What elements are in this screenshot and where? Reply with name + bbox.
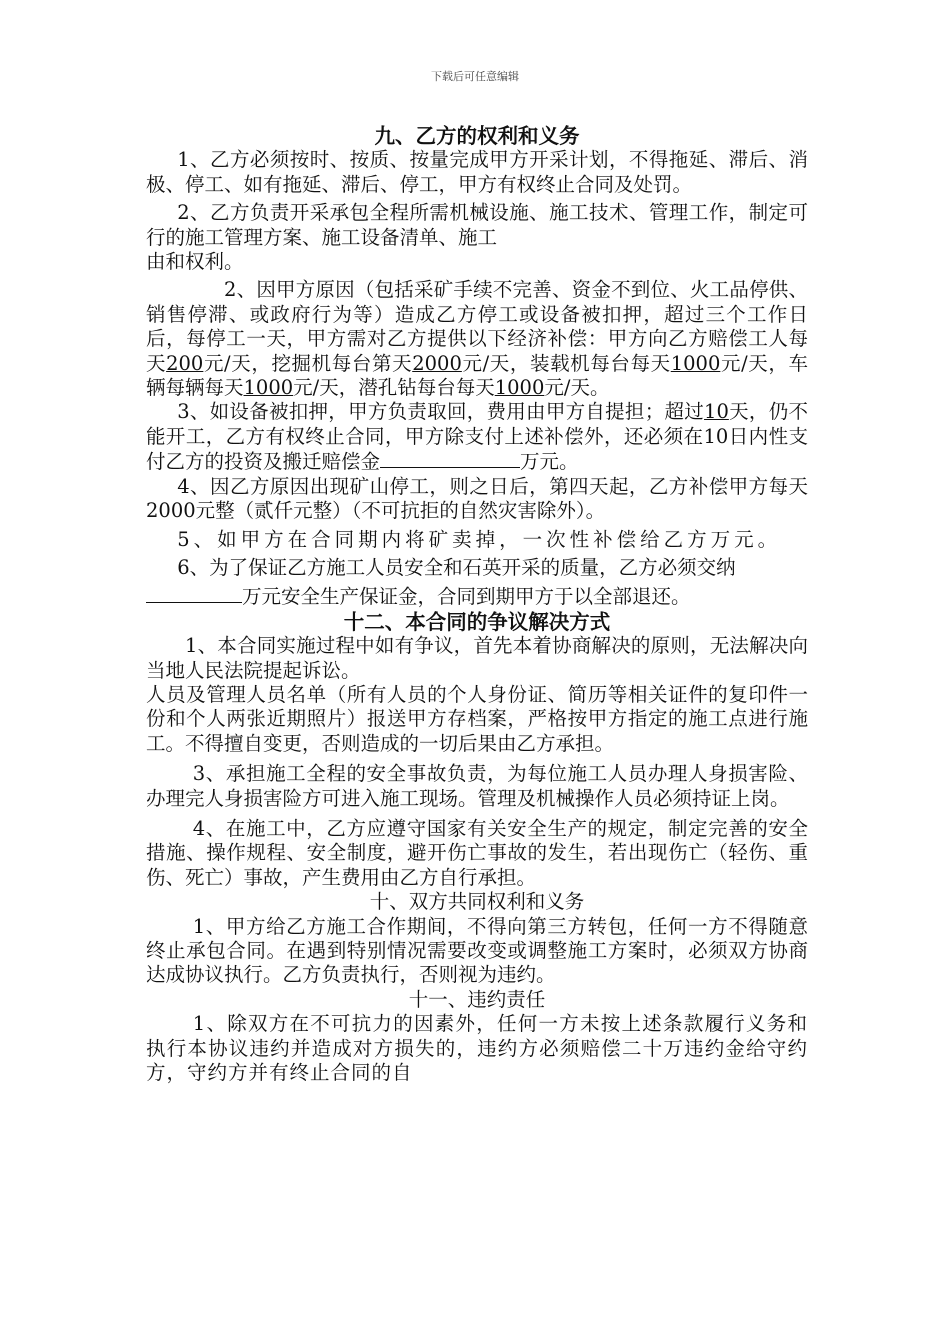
section-11-para-1: 1、除双方在不可抗力的因素外，任何一方未按上述条款履行义务和执行本协议违约并造成对方损失的，违约方必须赔偿二十万违约金给守约方，守约方并有终止合同的自 bbox=[146, 1012, 808, 1085]
section-9-para-3: 2、因甲方原因（包括采矿手续不完善、资金不到位、火工品停供、销售停滞、或政府行为等）造成乙方停工或设备被扣押，超过三个工作日后，每停工一天，甲方需对乙方提供以下经济补偿：甲方向乙方赔偿工人每天200元/天，挖掘机每台第天2000元/天，装载机每台每天1000元/天，车辆每辆每天1000元/天，潜孔钻每台每天1000元/天。 bbox=[146, 278, 808, 400]
section-9-para-2: 2、乙方负责开采承包全程所需机械设施、施工技术、管理工作，制定可行的施工管理方案、施工设备清单、施工 bbox=[146, 201, 808, 249]
section-11-title: 十一、违约责任 bbox=[408, 987, 546, 1011]
section-9-para-1: 1、乙方必须按时、按质、按量完成甲方开采计划，不得拖延、滞后、消极、停工、如有拖延、滞后、停工，甲方有权终止合同及处罚。 bbox=[146, 148, 808, 196]
value-days-limit: 10 bbox=[704, 400, 729, 424]
value-drill-daily: 1000 bbox=[494, 376, 545, 400]
value-vehicle-daily: 1000 bbox=[243, 376, 294, 400]
deposit-blank bbox=[146, 584, 242, 603]
section-9-title: 九、乙方的权利和义务 bbox=[374, 124, 580, 148]
section-9-para-6: 5、如甲方在合同期内将矿卖掉，一次性补偿给乙方万元。 bbox=[177, 527, 782, 551]
section-10-para-1: 1、甲方给乙方施工合作期间，不得向第三方转包，任何一方不得随意终止承包合同。在遇到特别情况需要改变或调整施工方案时，必须双方协商达成协议执行。乙方负责执行，否则视为违约。 bbox=[146, 914, 808, 987]
value-loader-daily: 1000 bbox=[670, 351, 721, 375]
value-worker-daily: 200 bbox=[166, 351, 204, 375]
section-9-para-5: 4、因乙方原因出现矿山停工，则之日后，第四天起，乙方补偿甲方每天2000元整（贰仟元整）（不可抗拒的自然灾害除外）。 bbox=[146, 474, 808, 523]
compensation-blank bbox=[380, 449, 520, 468]
section-12-title: 十二、本合同的争议解决方式 bbox=[343, 609, 611, 634]
document-body bbox=[146, 124, 808, 1085]
section-9-para-2-continued: 由和权利。 bbox=[146, 250, 244, 274]
section-9-para-7: 6、为了保证乙方施工人员安全和石英开采的质量，乙方必须交纳 bbox=[177, 555, 736, 579]
section-12-para-1: 1、本合同实施过程中如有争议，首先本着协商解决的原则，无法解决向当地人民法院提起诉讼。 bbox=[146, 634, 808, 682]
value-excavator-daily: 2000 bbox=[412, 351, 462, 375]
section-12-para-2: 人员及管理人员名单（所有人员的个人身份证、简历等相关证件的复印件一份和个人两张近期照片）报送甲方存档案，严格按甲方指定的施工点进行施工。不得擅自变更，否则造成的一切后果由乙方承担。 bbox=[146, 682, 808, 755]
page-header-note: 下载后可任意编辑 bbox=[431, 70, 519, 83]
section-10-title: 十、双方共同权利和义务 bbox=[369, 890, 585, 914]
section-9-para-8: 万元安全生产保证金，合同到期甲方于以全部退还。 bbox=[146, 584, 808, 609]
section-9-para-4: 3、如设备被扣押，甲方负责取回，费用由甲方自提担；超过10天，仍不能开工，乙方有权终止合同，甲方除支付上述补偿外，还必须在10日内性支付乙方的投资及搬迁赔偿金 万元。 bbox=[146, 400, 808, 474]
section-12-para-3: 3、承担施工全程的安全事故负责，为每位施工人员办理人身损害险、办理完人身损害险方可进入施工现场。管理及机械操作人员必须持证上岗。 bbox=[146, 762, 808, 810]
section-12-para-4: 4、在施工中，乙方应遵守国家有关安全生产的规定，制定完善的安全措施、操作规程、安全制度，避开伤亡事故的发生，若出现伤亡（轻伤、重伤、死亡）事故，产生费用由乙方自行承担。 bbox=[146, 816, 808, 889]
